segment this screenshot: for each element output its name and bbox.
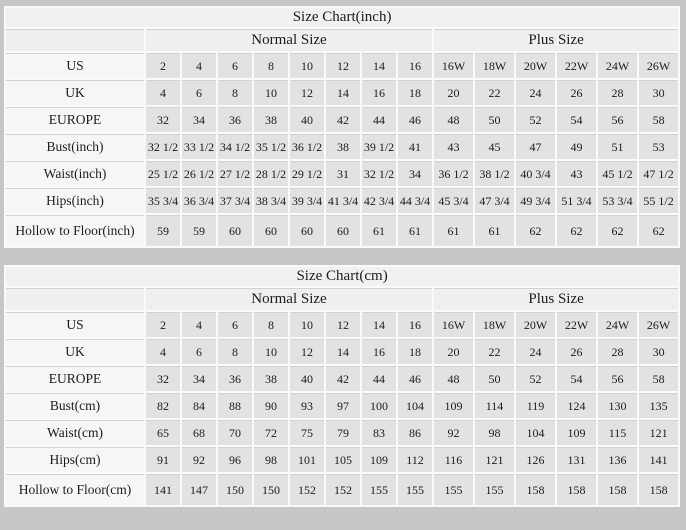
size-value-cell: 51 <box>598 134 637 159</box>
size-value-cell: 16 <box>398 53 432 78</box>
size-value-cell: 62 <box>516 215 555 246</box>
table-title: Size Chart(cm) <box>6 267 678 286</box>
size-value-cell: 121 <box>475 447 514 472</box>
size-value-cell: 96 <box>218 447 252 472</box>
table-title: Size Chart(inch) <box>6 8 678 27</box>
row-label: Waist(cm) <box>6 420 144 445</box>
size-value-cell: 45 1/2 <box>598 161 637 186</box>
normal-size-header: Normal Size <box>146 288 432 310</box>
size-value-cell: 54 <box>557 366 596 391</box>
size-value-cell: 61 <box>434 215 473 246</box>
size-group-header-row <box>6 29 678 51</box>
size-value-cell: 36 <box>218 366 252 391</box>
size-value-cell: 26 1/2 <box>182 161 216 186</box>
size-value-cell: 75 <box>290 420 324 445</box>
size-value-cell: 12 <box>290 339 324 364</box>
size-value-cell: 44 3/4 <box>398 188 432 213</box>
size-value-cell: 84 <box>182 393 216 418</box>
size-value-cell: 32 1/2 <box>146 134 180 159</box>
size-value-cell: 49 3/4 <box>516 188 555 213</box>
size-value-cell: 22W <box>557 312 596 337</box>
size-value-cell: 141 <box>639 447 678 472</box>
size-value-cell: 12 <box>326 312 360 337</box>
row-label: EUROPE <box>6 107 144 132</box>
size-value-cell: 18W <box>475 312 514 337</box>
size-value-cell: 26 <box>557 80 596 105</box>
size-value-cell: 104 <box>516 420 555 445</box>
size-value-cell: 50 <box>475 366 514 391</box>
size-value-cell: 12 <box>326 53 360 78</box>
size-value-cell: 26 <box>557 339 596 364</box>
size-value-cell: 114 <box>475 393 514 418</box>
size-value-cell: 8 <box>218 80 252 105</box>
size-value-cell: 27 1/2 <box>218 161 252 186</box>
size-value-cell: 22 <box>475 339 514 364</box>
size-value-cell: 101 <box>290 447 324 472</box>
size-row <box>6 134 678 159</box>
size-value-cell: 41 3/4 <box>326 188 360 213</box>
size-value-cell: 36 3/4 <box>182 188 216 213</box>
size-value-cell: 4 <box>182 312 216 337</box>
size-value-cell: 24W <box>598 312 637 337</box>
size-value-cell: 32 <box>146 366 180 391</box>
size-value-cell: 109 <box>557 420 596 445</box>
size-value-cell: 49 <box>557 134 596 159</box>
size-value-cell: 42 <box>326 107 360 132</box>
size-value-cell: 16W <box>434 53 473 78</box>
size-value-cell: 34 <box>182 107 216 132</box>
size-value-cell: 34 <box>182 366 216 391</box>
size-value-cell: 51 3/4 <box>557 188 596 213</box>
size-value-cell: 33 1/2 <box>182 134 216 159</box>
size-row <box>6 53 678 78</box>
size-row <box>6 393 678 418</box>
row-label: Waist(inch) <box>6 161 144 186</box>
size-value-cell: 83 <box>362 420 396 445</box>
size-value-cell: 158 <box>516 474 555 505</box>
size-value-cell: 65 <box>146 420 180 445</box>
size-value-cell: 115 <box>598 420 637 445</box>
size-value-cell: 131 <box>557 447 596 472</box>
size-value-cell: 34 <box>398 161 432 186</box>
size-value-cell: 98 <box>254 447 288 472</box>
size-row <box>6 339 678 364</box>
size-value-cell: 16 <box>362 339 396 364</box>
size-value-cell: 126 <box>516 447 555 472</box>
size-value-cell: 8 <box>254 312 288 337</box>
size-value-cell: 31 <box>326 161 360 186</box>
size-value-cell: 24 <box>516 339 555 364</box>
size-value-cell: 40 <box>290 107 324 132</box>
size-value-cell: 47 1/2 <box>639 161 678 186</box>
size-value-cell: 98 <box>475 420 514 445</box>
size-row <box>6 420 678 445</box>
size-chart-cm-table <box>4 265 680 507</box>
row-label: US <box>6 312 144 337</box>
size-value-cell: 47 <box>516 134 555 159</box>
size-value-cell: 2 <box>146 53 180 78</box>
size-value-cell: 14 <box>326 80 360 105</box>
size-row <box>6 447 678 472</box>
row-label: Hips(cm) <box>6 447 144 472</box>
size-value-cell: 35 3/4 <box>146 188 180 213</box>
size-value-cell: 44 <box>362 107 396 132</box>
size-value-cell: 155 <box>398 474 432 505</box>
size-group-header-row <box>6 288 678 310</box>
size-value-cell: 155 <box>434 474 473 505</box>
row-label: Bust(cm) <box>6 393 144 418</box>
size-value-cell: 10 <box>254 80 288 105</box>
size-value-cell: 10 <box>290 312 324 337</box>
size-value-cell: 20 <box>434 339 473 364</box>
size-value-cell: 70 <box>218 420 252 445</box>
size-value-cell: 90 <box>254 393 288 418</box>
size-value-cell: 124 <box>557 393 596 418</box>
size-value-cell: 42 <box>326 366 360 391</box>
table-title-row <box>6 267 678 286</box>
size-value-cell: 152 <box>290 474 324 505</box>
size-value-cell: 88 <box>218 393 252 418</box>
size-value-cell: 25 1/2 <box>146 161 180 186</box>
size-value-cell: 32 <box>146 107 180 132</box>
size-value-cell: 130 <box>598 393 637 418</box>
size-value-cell: 53 3/4 <box>598 188 637 213</box>
size-value-cell: 4 <box>182 53 216 78</box>
size-value-cell: 22 <box>475 80 514 105</box>
size-row <box>6 366 678 391</box>
size-value-cell: 38 <box>254 107 288 132</box>
size-value-cell: 8 <box>254 53 288 78</box>
size-value-cell: 121 <box>639 420 678 445</box>
size-row <box>6 80 678 105</box>
size-value-cell: 158 <box>639 474 678 505</box>
size-row <box>6 161 678 186</box>
size-value-cell: 119 <box>516 393 555 418</box>
size-value-cell: 10 <box>290 53 324 78</box>
size-value-cell: 92 <box>434 420 473 445</box>
row-label: Bust(inch) <box>6 134 144 159</box>
size-value-cell: 20W <box>516 312 555 337</box>
size-value-cell: 93 <box>290 393 324 418</box>
size-value-cell: 135 <box>639 393 678 418</box>
size-value-cell: 68 <box>182 420 216 445</box>
size-value-cell: 61 <box>398 215 432 246</box>
size-value-cell: 56 <box>598 366 637 391</box>
corner-cell <box>6 288 144 310</box>
size-value-cell: 6 <box>182 339 216 364</box>
plus-size-header: Plus Size <box>434 29 678 51</box>
size-value-cell: 46 <box>398 107 432 132</box>
size-value-cell: 147 <box>182 474 216 505</box>
size-value-cell: 100 <box>362 393 396 418</box>
size-value-cell: 45 <box>475 134 514 159</box>
size-value-cell: 59 <box>182 215 216 246</box>
size-value-cell: 112 <box>398 447 432 472</box>
size-value-cell: 48 <box>434 366 473 391</box>
size-value-cell: 38 1/2 <box>475 161 514 186</box>
size-value-cell: 54 <box>557 107 596 132</box>
size-value-cell: 56 <box>598 107 637 132</box>
size-value-cell: 104 <box>398 393 432 418</box>
size-value-cell: 116 <box>434 447 473 472</box>
size-value-cell: 40 3/4 <box>516 161 555 186</box>
size-value-cell: 40 <box>290 366 324 391</box>
size-value-cell: 36 1/2 <box>434 161 473 186</box>
size-value-cell: 20W <box>516 53 555 78</box>
size-value-cell: 105 <box>326 447 360 472</box>
size-value-cell: 109 <box>434 393 473 418</box>
size-value-cell: 24W <box>598 53 637 78</box>
size-value-cell: 141 <box>146 474 180 505</box>
size-value-cell: 28 <box>598 80 637 105</box>
size-value-cell: 29 1/2 <box>290 161 324 186</box>
size-value-cell: 43 <box>557 161 596 186</box>
size-value-cell: 86 <box>398 420 432 445</box>
table-title-row <box>6 8 678 27</box>
size-value-cell: 18W <box>475 53 514 78</box>
size-value-cell: 22W <box>557 53 596 78</box>
size-value-cell: 55 1/2 <box>639 188 678 213</box>
size-value-cell: 97 <box>326 393 360 418</box>
size-value-cell: 16 <box>398 312 432 337</box>
size-value-cell: 62 <box>639 215 678 246</box>
size-value-cell: 72 <box>254 420 288 445</box>
size-value-cell: 44 <box>362 366 396 391</box>
size-value-cell: 91 <box>146 447 180 472</box>
size-value-cell: 150 <box>218 474 252 505</box>
size-value-cell: 42 3/4 <box>362 188 396 213</box>
size-value-cell: 48 <box>434 107 473 132</box>
size-row <box>6 474 678 505</box>
size-row <box>6 215 678 246</box>
size-value-cell: 26W <box>639 53 678 78</box>
size-value-cell: 32 1/2 <box>362 161 396 186</box>
row-label: Hips(inch) <box>6 188 144 213</box>
size-value-cell: 59 <box>146 215 180 246</box>
size-value-cell: 62 <box>598 215 637 246</box>
size-value-cell: 35 1/2 <box>254 134 288 159</box>
size-value-cell: 36 <box>218 107 252 132</box>
size-value-cell: 6 <box>218 312 252 337</box>
size-value-cell: 12 <box>290 80 324 105</box>
size-value-cell: 50 <box>475 107 514 132</box>
size-value-cell: 60 <box>290 215 324 246</box>
size-value-cell: 92 <box>182 447 216 472</box>
size-value-cell: 60 <box>218 215 252 246</box>
size-value-cell: 36 1/2 <box>290 134 324 159</box>
size-value-cell: 39 1/2 <box>362 134 396 159</box>
size-value-cell: 58 <box>639 366 678 391</box>
size-value-cell: 30 <box>639 339 678 364</box>
size-value-cell: 4 <box>146 339 180 364</box>
size-value-cell: 28 1/2 <box>254 161 288 186</box>
size-value-cell: 6 <box>182 80 216 105</box>
size-value-cell: 38 <box>254 366 288 391</box>
size-row <box>6 188 678 213</box>
corner-cell <box>6 29 144 51</box>
size-row <box>6 312 678 337</box>
size-value-cell: 24 <box>516 80 555 105</box>
size-value-cell: 38 <box>326 134 360 159</box>
size-value-cell: 47 3/4 <box>475 188 514 213</box>
size-value-cell: 28 <box>598 339 637 364</box>
size-value-cell: 41 <box>398 134 432 159</box>
size-value-cell: 30 <box>639 80 678 105</box>
row-label: EUROPE <box>6 366 144 391</box>
size-value-cell: 62 <box>557 215 596 246</box>
row-label: Hollow to Floor(cm) <box>6 474 144 505</box>
size-value-cell: 109 <box>362 447 396 472</box>
size-value-cell: 2 <box>146 312 180 337</box>
size-value-cell: 4 <box>146 80 180 105</box>
size-value-cell: 155 <box>475 474 514 505</box>
size-value-cell: 46 <box>398 366 432 391</box>
size-value-cell: 58 <box>639 107 678 132</box>
size-value-cell: 52 <box>516 366 555 391</box>
size-value-cell: 60 <box>254 215 288 246</box>
size-value-cell: 82 <box>146 393 180 418</box>
size-value-cell: 60 <box>326 215 360 246</box>
normal-size-header: Normal Size <box>146 29 432 51</box>
size-value-cell: 18 <box>398 80 432 105</box>
size-value-cell: 18 <box>398 339 432 364</box>
size-value-cell: 43 <box>434 134 473 159</box>
size-value-cell: 26W <box>639 312 678 337</box>
size-value-cell: 20 <box>434 80 473 105</box>
size-value-cell: 34 1/2 <box>218 134 252 159</box>
size-value-cell: 45 3/4 <box>434 188 473 213</box>
size-value-cell: 37 3/4 <box>218 188 252 213</box>
size-value-cell: 150 <box>254 474 288 505</box>
size-value-cell: 39 3/4 <box>290 188 324 213</box>
size-value-cell: 155 <box>362 474 396 505</box>
row-label: UK <box>6 339 144 364</box>
size-value-cell: 16 <box>362 80 396 105</box>
size-value-cell: 61 <box>362 215 396 246</box>
size-value-cell: 6 <box>218 53 252 78</box>
size-value-cell: 14 <box>362 53 396 78</box>
size-value-cell: 79 <box>326 420 360 445</box>
row-label: US <box>6 53 144 78</box>
size-value-cell: 10 <box>254 339 288 364</box>
plus-size-header: Plus Size <box>434 288 678 310</box>
size-value-cell: 8 <box>218 339 252 364</box>
size-value-cell: 14 <box>362 312 396 337</box>
size-row <box>6 107 678 132</box>
size-value-cell: 52 <box>516 107 555 132</box>
size-value-cell: 14 <box>326 339 360 364</box>
size-value-cell: 53 <box>639 134 678 159</box>
size-value-cell: 158 <box>557 474 596 505</box>
size-chart-inch-table <box>4 6 680 248</box>
row-label: UK <box>6 80 144 105</box>
size-value-cell: 136 <box>598 447 637 472</box>
row-label: Hollow to Floor(inch) <box>6 215 144 246</box>
size-value-cell: 38 3/4 <box>254 188 288 213</box>
size-value-cell: 158 <box>598 474 637 505</box>
size-value-cell: 152 <box>326 474 360 505</box>
size-value-cell: 61 <box>475 215 514 246</box>
size-value-cell: 16W <box>434 312 473 337</box>
